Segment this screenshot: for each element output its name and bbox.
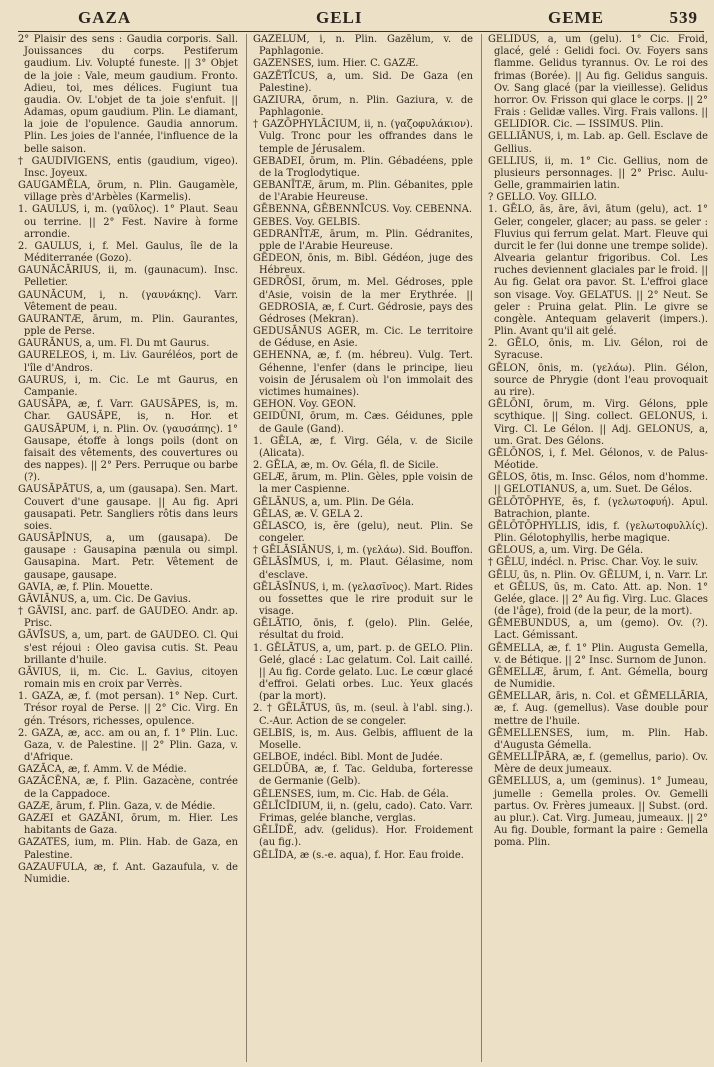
dictionary-entry: 2. † GĒLĀTUS, ūs, m. (seul. à l'abl. sing.). C.-Aur. Action de se congeler. — [253, 703, 473, 727]
dictionary-entry: GĒLOS, ōtis, m. Insc. Gélos, nom d'homme. || GELOTIANUS, a, um. Suet. De Gélos. — [488, 472, 708, 496]
dictionary-entry: GELBOE, indécl. Bibl. Mont de Judée. — [253, 752, 443, 764]
dictionary-entry: GAZAUFULA, æ, f. Ant. Gazaufula, v. de Numidie. — [18, 861, 238, 885]
header-rule — [18, 31, 704, 32]
dictionary-columns — [18, 34, 708, 1062]
dictionary-entry: GĒLĀSĪMUS, i, m. Plaut. Gélasime, nom d'esclave. — [253, 557, 473, 581]
dictionary-entry: GĒLŌNI, ōrum, m. Virg. Gélons, pple scythique. || Sing. collect. GELONUS, i. Virg. Cl. Le Gélon. || Adj. GELONUS, a, um. Grat. Des Gélons. — [488, 399, 708, 447]
dictionary-entry: GAUSĀPĪNUS, a, um (gausapa). De gausape : Gausapina pænula ou simpl. Gausapina. Mart. Petr. Vêtement de gausape, gausape. — [18, 533, 238, 581]
dictionary-entry: GELDŪBA, æ, f. Tac. Gelduba, forteresse de Germanie (Gelb). — [253, 764, 473, 788]
dictionary-entry: GAUNĀCUM, i, n. (γαυνάκης). Varr. Vêtement de peau. — [18, 289, 238, 313]
guide-word-left: GAZA — [78, 8, 132, 27]
dictionary-entry: GAUGAMĒLA, ōrum, n. Plin. Gaugamèle, village près d'Arbèles (Karmelis). — [18, 180, 238, 204]
dictionary-entry: GAZÆ, ārum, f. Plin. Gaza, v. de Médie. — [18, 800, 216, 812]
dictionary-entry: GEDUSĀNUS AGER, m. Cic. Le territoire de Géduse, en Asie. — [253, 326, 473, 350]
dictionary-entry: GĒLAS, æ. V. GELA 2. — [253, 508, 364, 520]
dictionary-entry: † GAUDIVIGENS, entis (gaudium, vigeo). Insc. Joyeux. — [18, 155, 238, 179]
dictionary-entry: GĒLON, ōnis, m. (γελάω). Plin. Gélon, source de Phrygie (dont l'eau provoquait au rire). — [488, 362, 708, 398]
dictionary-entry: 1. GĒLĀTUS, a, um, part. p. de GELO. Plin. Gelé, glacé : Lac gelatum. Col. Lait caillé. || Au fig. Corde gelato. Luc. Le cœur glacé d'effroi. Gelati orbes. Luc. Yeux glacés (par la mort). — [253, 642, 473, 703]
dictionary-entry: GEHON. Voy. GEON. — [253, 399, 357, 411]
dictionary-entry: 1. GĒLO, ās, āre, āvi, ātum (gelu), act. 1° Geler, congeler, glacer; au pass. se geler : Fluvius qui ferrum gelat. Mart. Fleuve qui durcit le fer (lui donne une trempe solide). Alvearia gelantur frigoribus. Col. Les ruches deviennent glaciales par le froid. || Au fig. Gelat ora pavor. St. L'effroi glace son visage. Voy. GELATUS. || 2° Neut. Se geler : Pruina gelat. Plin. Le givre se congèle. Antequam gelaverit (impers.). Plin. Avant qu'il ait gelé. — [488, 204, 708, 338]
dictionary-entry: GEDRANĪTÆ, ārum, m. Plin. Gédranites, pple de l'Arabie Heureuse. — [253, 228, 473, 252]
column-left — [18, 34, 238, 1062]
dictionary-entry: GAZĀCA, æ, f. Amm. V. de Médie. — [18, 764, 187, 776]
dictionary-entry: GĒMELLENSES, ium, m. Plin. Hab. d'Augusta Gémella. — [488, 727, 708, 751]
guide-word-middle: GELI — [316, 8, 363, 27]
dictionary-entry: GAUNĀCĀRIUS, ii, m. (gaunacum). Insc. Pelletier. — [18, 265, 238, 289]
dictionary-entry: GAZĒTĪCUS, a, um. Sid. De Gaza (en Palestine). — [253, 70, 473, 94]
running-header — [18, 6, 704, 30]
dictionary-entry: 2° Plaisir des sens : Gaudia corporis. Sall. Jouissances du corps. Pestiferum gaudium. Liv. Volupté funeste. || 3° Objet de la joie : Vale, meum gaudium. Fronto. Adieu, toi, mes délices. Fugiunt tua gaudia. Ov. L'objet de ta joie s'enfuit. || Adamas, opum gaudium. Plin. Le diamant, la joie de l'opulence. Gaudia annorum. Plin. Les joies de l'année, l'influence de la belle saison. — [18, 34, 238, 155]
dictionary-entry: 2. GAULUS, i, f. Mel. Gaulus, île de la Méditerranée (Gozo). — [18, 240, 238, 265]
dictionary-entry: GAURUS, i, m. Cic. Le mt Gaurus, en Campanie. — [18, 374, 238, 398]
dictionary-entry: GĒLĀNUS, a, um. Plin. De Géla. — [253, 496, 415, 508]
dictionary-entry: † GĀVISI, anc. parf. de GAUDEO. Andr. ap. Prisc. — [18, 606, 238, 630]
dictionary-entry: GĒDEON, ōnis, m. Bibl. Gédéon, juge des Hébreux. — [253, 253, 473, 277]
dictionary-entry: GĀVIUS, ii, m. Cic. L. Gavius, citoyen romain mis en croix par Verrès. — [18, 666, 238, 691]
dictionary-entry: GEHENNA, æ, f. (m. hébreu). Vulg. Tert. Géhenne, l'enfer (dans le principe, lieu voisin de Jérusalem où l'on immolait des victimes humaines). — [253, 350, 473, 398]
dictionary-entry: GAZĀCĒNA, æ, f. Plin. Gazacène, contrée de la Cappadoce. — [18, 776, 238, 800]
dictionary-entry: GAURĀNUS, a, um. Fl. Du mt Gaurus. — [18, 338, 210, 350]
dictionary-entry: GĀVIĀNUS, a, um. Cic. De Gavius. — [18, 593, 192, 605]
dictionary-entry: † GĒLU, indécl. n. Prisc. Char. Voy. le suiv. — [488, 557, 699, 569]
dictionary-entry: GEDRŌSI, ōrum, m. Mel. Gédroses, pple d'Asie, voisin de la mer Erythrée. || GEDROSIA, æ, f. Curt. Gédrosie, pays des Gédroses (Mekran). — [253, 277, 473, 325]
dictionary-entry: GĒLŌTŌPHYE, ēs, f. (γελωτοφυή). Apul. Batrachion, plante. — [488, 496, 708, 520]
page-number: 539 — [669, 8, 698, 27]
dictionary-entry: GAZÆI et GAZĀNI, ōrum, m. Hier. Les habitants de Gaza. — [18, 813, 238, 837]
dictionary-entry: GĒLĪDA, æ (s.-e. aqua), f. Hor. Eau froide. — [253, 849, 464, 861]
dictionary-entry: GAZIURA, ōrum, n. Plin. Gaziura, v. de Paphlagonie. — [253, 94, 473, 119]
dictionary-entry: GEIDŪNI, ōrum, m. Cæs. Géidunes, pple de Gaule (Gand). — [253, 411, 473, 435]
dictionary-entry: GAUSĀPĀTUS, a, um (gausapa). Sen. Mart. Couvert d'une gausape. || Au fig. Apri gausapati. Petr. Sangliers rôtis dans leurs soies. — [18, 484, 238, 532]
dictionary-entry: GAZATES, ium, m. Plin. Hab. de Gaza, en Palestine. — [18, 837, 238, 861]
dictionary-entry: 1. GAZA, æ, f. (mot persan). 1° Nep. Curt. Trésor royal de Perse. || 2° Cic. Virg. En gén. Trésors, richesses, opulence. — [18, 691, 238, 727]
dictionary-entry: GĒLĀTIO, ōnis, f. (gelo). Plin. Gelée, résultat du froid. — [253, 618, 473, 642]
guide-word-right: GEME — [548, 8, 604, 27]
column-right — [481, 34, 708, 1062]
dictionary-entry: GĒLĪDUS, a, um (gelu). 1° Cic. Froid, glacé, gelé : Gelidi foci. Ov. Foyers sans flamme. Gelidus tyrannus. Ov. Le roi des frimas (Borée). || Au fig. Gelidus sanguis. Ov. Sang glacé (par la vieillesse). Gelidus horror. Ov. Frisson qui glace le corps. || 2° Frais : Gelidæ valles. Virg. Frais vallons. || GELIDIOR. Cic. — ISSIMUS. Plin. — [488, 34, 708, 131]
dictionary-entry: GĒMELLAR, āris, n. Col. et GĒMELLĀRIA, æ, f. Aug. (gemellus). Vase double pour mettre de l'huile. — [488, 691, 708, 727]
dictionary-entry: GAVIA, æ, f. Plin. Mouette. — [18, 581, 153, 593]
dictionary-entry: GĒLŌNOS, i, f. Mel. Gélonos, v. de Palus-Méotide. — [488, 447, 708, 472]
dictionary-entry: GĒLŌTŌPHYLLIS, idis, f. (γελωτοφυλλίς). Plin. Gélotophyllis, herbe magique. — [488, 520, 708, 545]
dictionary-entry: † GAZŌPHYLĀCIUM, ii, n. (γαζοφυλάκιον). Vulg. Tronc pour les offrandes dans le temple de Jérusalem. — [253, 119, 473, 155]
dictionary-entry: GĒLĪCĪDIUM, ii, n. (gelu, cado). Cato. Varr. Frimas, gelée blanche, verglas. — [253, 800, 473, 824]
dictionary-entry: GĒBENNA, GĒBENNĪCUS. Voy. CEBENNA. — [253, 204, 473, 216]
dictionary-entry: 2. GĒLO, ōnis, m. Liv. Gélon, roi de Syracuse. — [488, 338, 708, 362]
dictionary-entry: GĀVĪSUS, a, um, part. de GAUDEO. Cl. Qui s'est réjoui : Oleo gavisa cutis. St. Peau brillante d'huile. — [18, 630, 238, 666]
dictionary-entry: GAUSĀPA, æ, f. Varr. GAUSĀPES, is, m. Char. GAUSĀPE, is, n. Hor. et GAUSĀPUM, i, n. Plin. Ov. (γαυσάπης). 1° Gausape, étoffe à longs poils (dont on faisait des vêtements, des couvertures ou des nappes). || 2° Pers. Perruque ou barbe (?). — [18, 399, 238, 484]
dictionary-entry: GAURANTÆ, ārum, m. Plin. Gaurantes, pple de Perse. — [18, 313, 238, 338]
dictionary-entry: GAZENSES, ium. Hier. C. GAZÆ. — [253, 58, 419, 70]
dictionary-entry: GĒMEBUNDUS, a, um (gemo). Ov. (?). Lact. Gémissant. — [488, 618, 708, 642]
dictionary-entry: GĒMELLUS, a, um (geminus). 1° Jumeau, jumelle : Gemella proles. Ov. Gemelli partus. Ov. Frères jumeaux. || Subst. (ord. au plur.). Cat. Virg. Jumeau, jumeaux. || 2° Au fig. Double, formant la paire : Gemella poma. Plin. — [488, 776, 708, 849]
dictionary-entry: GĒLĀSĪNUS, i, m. (γελασῖνος). Mart. Rides ou fossettes que le rire produit sur le visage. — [253, 581, 473, 618]
dictionary-entry: GAURELEOS, i, m. Liv. Gauréléos, port de l'île d'Andros. — [18, 350, 238, 374]
dictionary-entry: GEBANĪTÆ, ārum, m. Plin. Gébanites, pple de l'Arabie Heureuse. — [253, 180, 473, 204]
dictionary-entry: ? GELLO. Voy. GILLO. — [488, 192, 597, 204]
dictionary-entry: GĒLENSES, ium, m. Cic. Hab. de Géla. — [253, 788, 449, 800]
dictionary-entry: 2. GĒLA, æ, m. Ov. Géla, fl. de Sicile. — [253, 460, 439, 472]
dictionary-entry: GELLIUS, ii, m. 1° Cic. Gellius, nom de plusieurs personnages. || 2° Prisc. Aulu-Gelle, grammairien latin. — [488, 155, 708, 192]
column-middle — [246, 34, 473, 1062]
dictionary-entry: GĒLASCO, is, ĕre (gelu), neut. Plin. Se congeler. — [253, 520, 473, 545]
dictionary-entry: GELBIS, is, m. Aus. Gelbis, affluent de la Moselle. — [253, 727, 473, 751]
dictionary-entry: GELLIĀNUS, i, m. Lab. ap. Gell. Esclave de Gellius. — [488, 131, 708, 155]
dictionary-entry: GELÆ, ārum, m. Plin. Gèles, pple voisin de la mer Caspienne. — [253, 472, 473, 496]
dictionary-entry: GĒLU, ūs, n. Plin. Ov. GĒLUM, i, n. Varr. Lr. et GĒLUS, ūs, m. Cato. Att. ap. Non. 1° Gelée, glace. || 2° Au fig. Virg. Luc. Glaces (de l'âge), froid (de la peur, de la mort). — [488, 569, 708, 618]
dictionary-entry: 2. GAZA, æ, acc. am ou an, f. 1° Plin. Luc. Gaza, v. de Palestine. || 2° Plin. Gaza, v. d'Afrique. — [18, 727, 238, 764]
dictionary-entry: GĒMELLÆ, ārum, f. Ant. Gémella, bourg de Numidie. — [488, 666, 708, 691]
dictionary-entry: GĒMELLA, æ, f. 1° Plin. Augusta Gemella, v. de Bétique. || 2° Insc. Surnom de Junon. — [488, 642, 708, 666]
dictionary-entry: GĒLĪDĒ, adv. (gelidus). Hor. Froidement (au fig.). — [253, 825, 473, 849]
dictionary-entry: GEBADEI, ōrum, m. Plin. Gébadéens, pple de la Troglodytique. — [253, 155, 473, 179]
dictionary-entry: 1. GĒLA, æ, f. Virg. Géla, v. de Sicile (Alicata). — [253, 435, 473, 459]
dictionary-entry: GEBES. Voy. GELBIS. — [253, 216, 361, 228]
dictionary-entry: GĒLOUS, a, um. Virg. De Géla. — [488, 545, 644, 557]
dictionary-entry: GAZĒLUM, i, n. Plin. Gazēlum, v. de Paphlagonie. — [253, 34, 473, 58]
dictionary-entry: GĒMELLĪPĀRA, æ, f. (gemellus, pario). Ov. Mère de deux jumeaux. — [488, 752, 708, 776]
dictionary-entry: 1. GAULUS, i, m. (γαῦλος). 1° Plaut. Seau ou terrine. || 2° Fest. Navire à forme arrondie. — [18, 204, 238, 240]
dictionary-entry: † GĒLĀSIĀNUS, i, m. (γελάω). Sid. Bouffon. — [253, 545, 473, 557]
